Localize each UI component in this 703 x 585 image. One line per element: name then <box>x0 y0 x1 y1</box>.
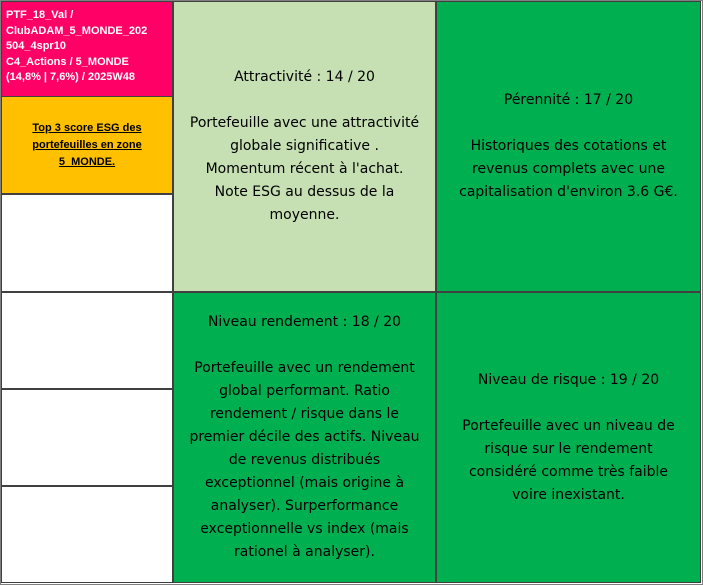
portfolio-title-line: (14,8% | 7,6%) / 2025W48 <box>6 71 136 83</box>
esg-rank-line: Top 3 score ESG des <box>32 121 142 134</box>
risque-line: voire inexistant. <box>512 486 625 503</box>
empty-cell <box>1 194 173 292</box>
portfolio-title-line: 504_4spr10 <box>6 40 66 52</box>
attractivite-line: Note ESG au dessus de la <box>214 184 395 200</box>
attractivite-line: Momentum récent à l'achat. <box>205 161 404 177</box>
portfolio-title-line: ClubADAM_5_MONDE_202 <box>6 24 148 37</box>
rendement-title: Niveau rendement : 18 / 20 <box>207 314 402 330</box>
risque-title: Niveau de risque : 19 / 20 <box>477 371 660 388</box>
risque-line: Portefeuille avec un niveau de <box>462 417 675 434</box>
attractivite-cell <box>173 1 436 292</box>
perennite-line: Historiques des cotations et <box>470 138 667 154</box>
risque-line: considéré comme très faible <box>468 463 668 480</box>
risque-cell <box>436 292 701 583</box>
esg-rank-line: 5_MONDE. <box>58 155 116 168</box>
risque-line: risque sur le rendement <box>484 440 653 457</box>
rendement-line: exceptionnel (mais origine à <box>204 475 405 491</box>
rendement-line: analyser). Surperformance <box>210 498 399 514</box>
empty-cell <box>1 486 173 583</box>
rendement-line: rationel à analyser). <box>234 544 375 560</box>
rendement-line: exceptionnelle vs index (mais <box>200 521 409 537</box>
attractivite-line: globale significative . <box>230 138 379 154</box>
portfolio-title-cell <box>1 1 173 97</box>
rendement-cell <box>173 292 436 583</box>
attractivite-line: moyenne. <box>269 207 340 223</box>
attractivite-title: Attractivité : 14 / 20 <box>234 69 375 85</box>
portfolio-title-line: PTF_18_Val / <box>6 9 74 21</box>
esg-rank-cell <box>1 96 173 194</box>
rendement-line: de revenus distribués <box>228 452 381 468</box>
attractivite-line: Portefeuille avec une attractivité <box>189 115 420 131</box>
rendement-line: rendement / risque dans le <box>209 406 399 422</box>
rendement-line: global performant. Ratio <box>219 383 390 399</box>
esg-rank-line: portefeuilles en zone <box>32 138 142 151</box>
perennite-cell <box>436 1 701 292</box>
portfolio-title-line: C4_Actions / 5_MONDE <box>6 55 129 68</box>
perennite-line: revenus complets avec une <box>472 161 665 177</box>
rendement-line: premier décile des actifs. Niveau <box>189 429 420 445</box>
rendement-line: Portefeuille avec un rendement <box>194 360 415 376</box>
empty-cell <box>1 292 173 389</box>
perennite-line: capitalisation d'environ 3.6 G€. <box>459 184 678 200</box>
empty-cell <box>1 389 173 486</box>
perennite-title: Pérennité : 17 / 20 <box>503 92 634 108</box>
